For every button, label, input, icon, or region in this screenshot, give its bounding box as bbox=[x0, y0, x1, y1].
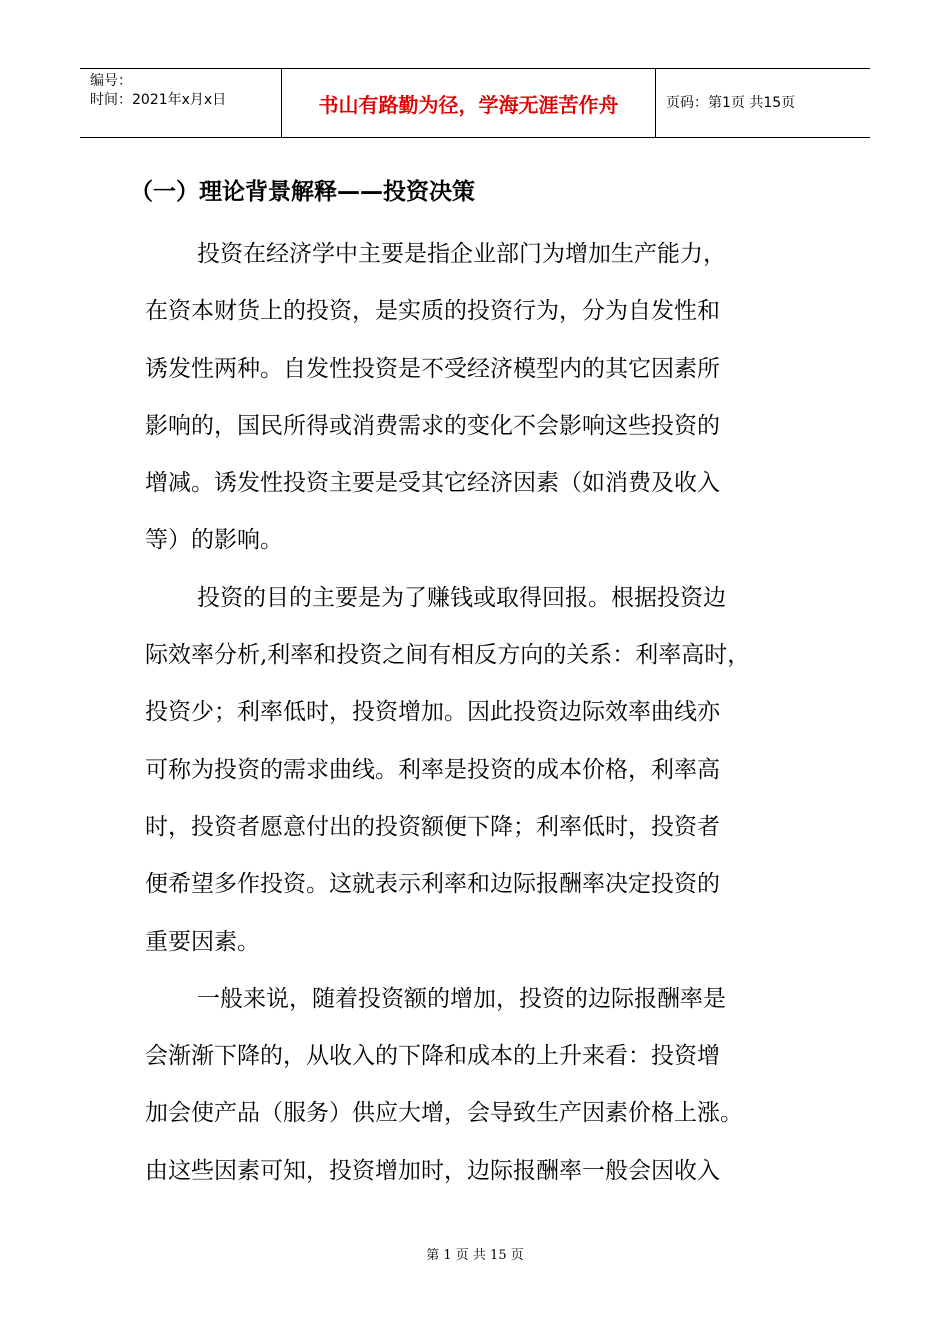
text-line: 便希望多作投资。这就表示利率和边际报酬率决定投资的 bbox=[145, 871, 720, 898]
body-text bbox=[145, 226, 825, 1200]
paragraph bbox=[145, 226, 825, 570]
text-line: 投资的目的主要是为了赚钱或取得回报。根据投资边 bbox=[197, 584, 726, 611]
header-motto-cell bbox=[282, 69, 656, 137]
section-heading: （一）理论背景解释——投资决策 bbox=[130, 179, 475, 205]
page-footer: 第 1 页 共 15 页 bbox=[426, 1248, 524, 1263]
text-line: 一般来说，随着投资额的增加，投资的边际报酬率是 bbox=[197, 985, 726, 1012]
document-header bbox=[80, 68, 870, 138]
paragraph bbox=[145, 570, 825, 971]
text-line: 由这些因素可知，投资增加时，边际报酬率一般会因收入 bbox=[145, 1157, 720, 1184]
text-line: 增减。诱发性投资主要是受其它经济因素（如消费及收入 bbox=[145, 470, 720, 497]
text-line: 加会使产品（服务）供应大增，会导致生产因素价格上涨。 bbox=[145, 1100, 743, 1127]
text-line: 在资本财货上的投资，是实质的投资行为，分为自发性和 bbox=[145, 298, 720, 325]
text-line: 时，投资者愿意付出的投资额便下降；利率低时，投资者 bbox=[145, 813, 720, 840]
text-line: 影响的，国民所得或消费需求的变化不会影响这些投资的 bbox=[145, 412, 720, 439]
text-line: 可称为投资的需求曲线。利率是投资的成本价格，利率高 bbox=[145, 756, 720, 783]
text-line: 重要因素。 bbox=[145, 928, 260, 955]
header-page-info: 页码：第1页 共15页 bbox=[666, 95, 796, 111]
text-line: 等）的影响。 bbox=[145, 527, 283, 554]
document-code-label: 编号： bbox=[90, 73, 132, 89]
text-line: 际效率分析,利率和投资之间有相反方向的关系：利率高时， bbox=[145, 642, 751, 669]
paragraph bbox=[145, 971, 825, 1200]
text-line: 投资在经济学中主要是指企业部门为增加生产能力， bbox=[197, 241, 726, 267]
document-date-label: 时间：2021年x月x日 bbox=[90, 92, 227, 108]
header-meta-cell bbox=[80, 69, 282, 137]
text-line: 诱发性两种。自发性投资是不受经济模型内的其它因素所 bbox=[145, 355, 720, 382]
motto-text: 书山有路勤为径，学海无涯苦作舟 bbox=[318, 93, 619, 117]
header-page-cell bbox=[656, 69, 870, 137]
text-line: 会渐渐下降的，从收入的下降和成本的上升来看：投资增 bbox=[145, 1043, 720, 1070]
text-line: 投资少；利率低时，投资增加。因此投资边际效率曲线亦 bbox=[145, 699, 720, 726]
